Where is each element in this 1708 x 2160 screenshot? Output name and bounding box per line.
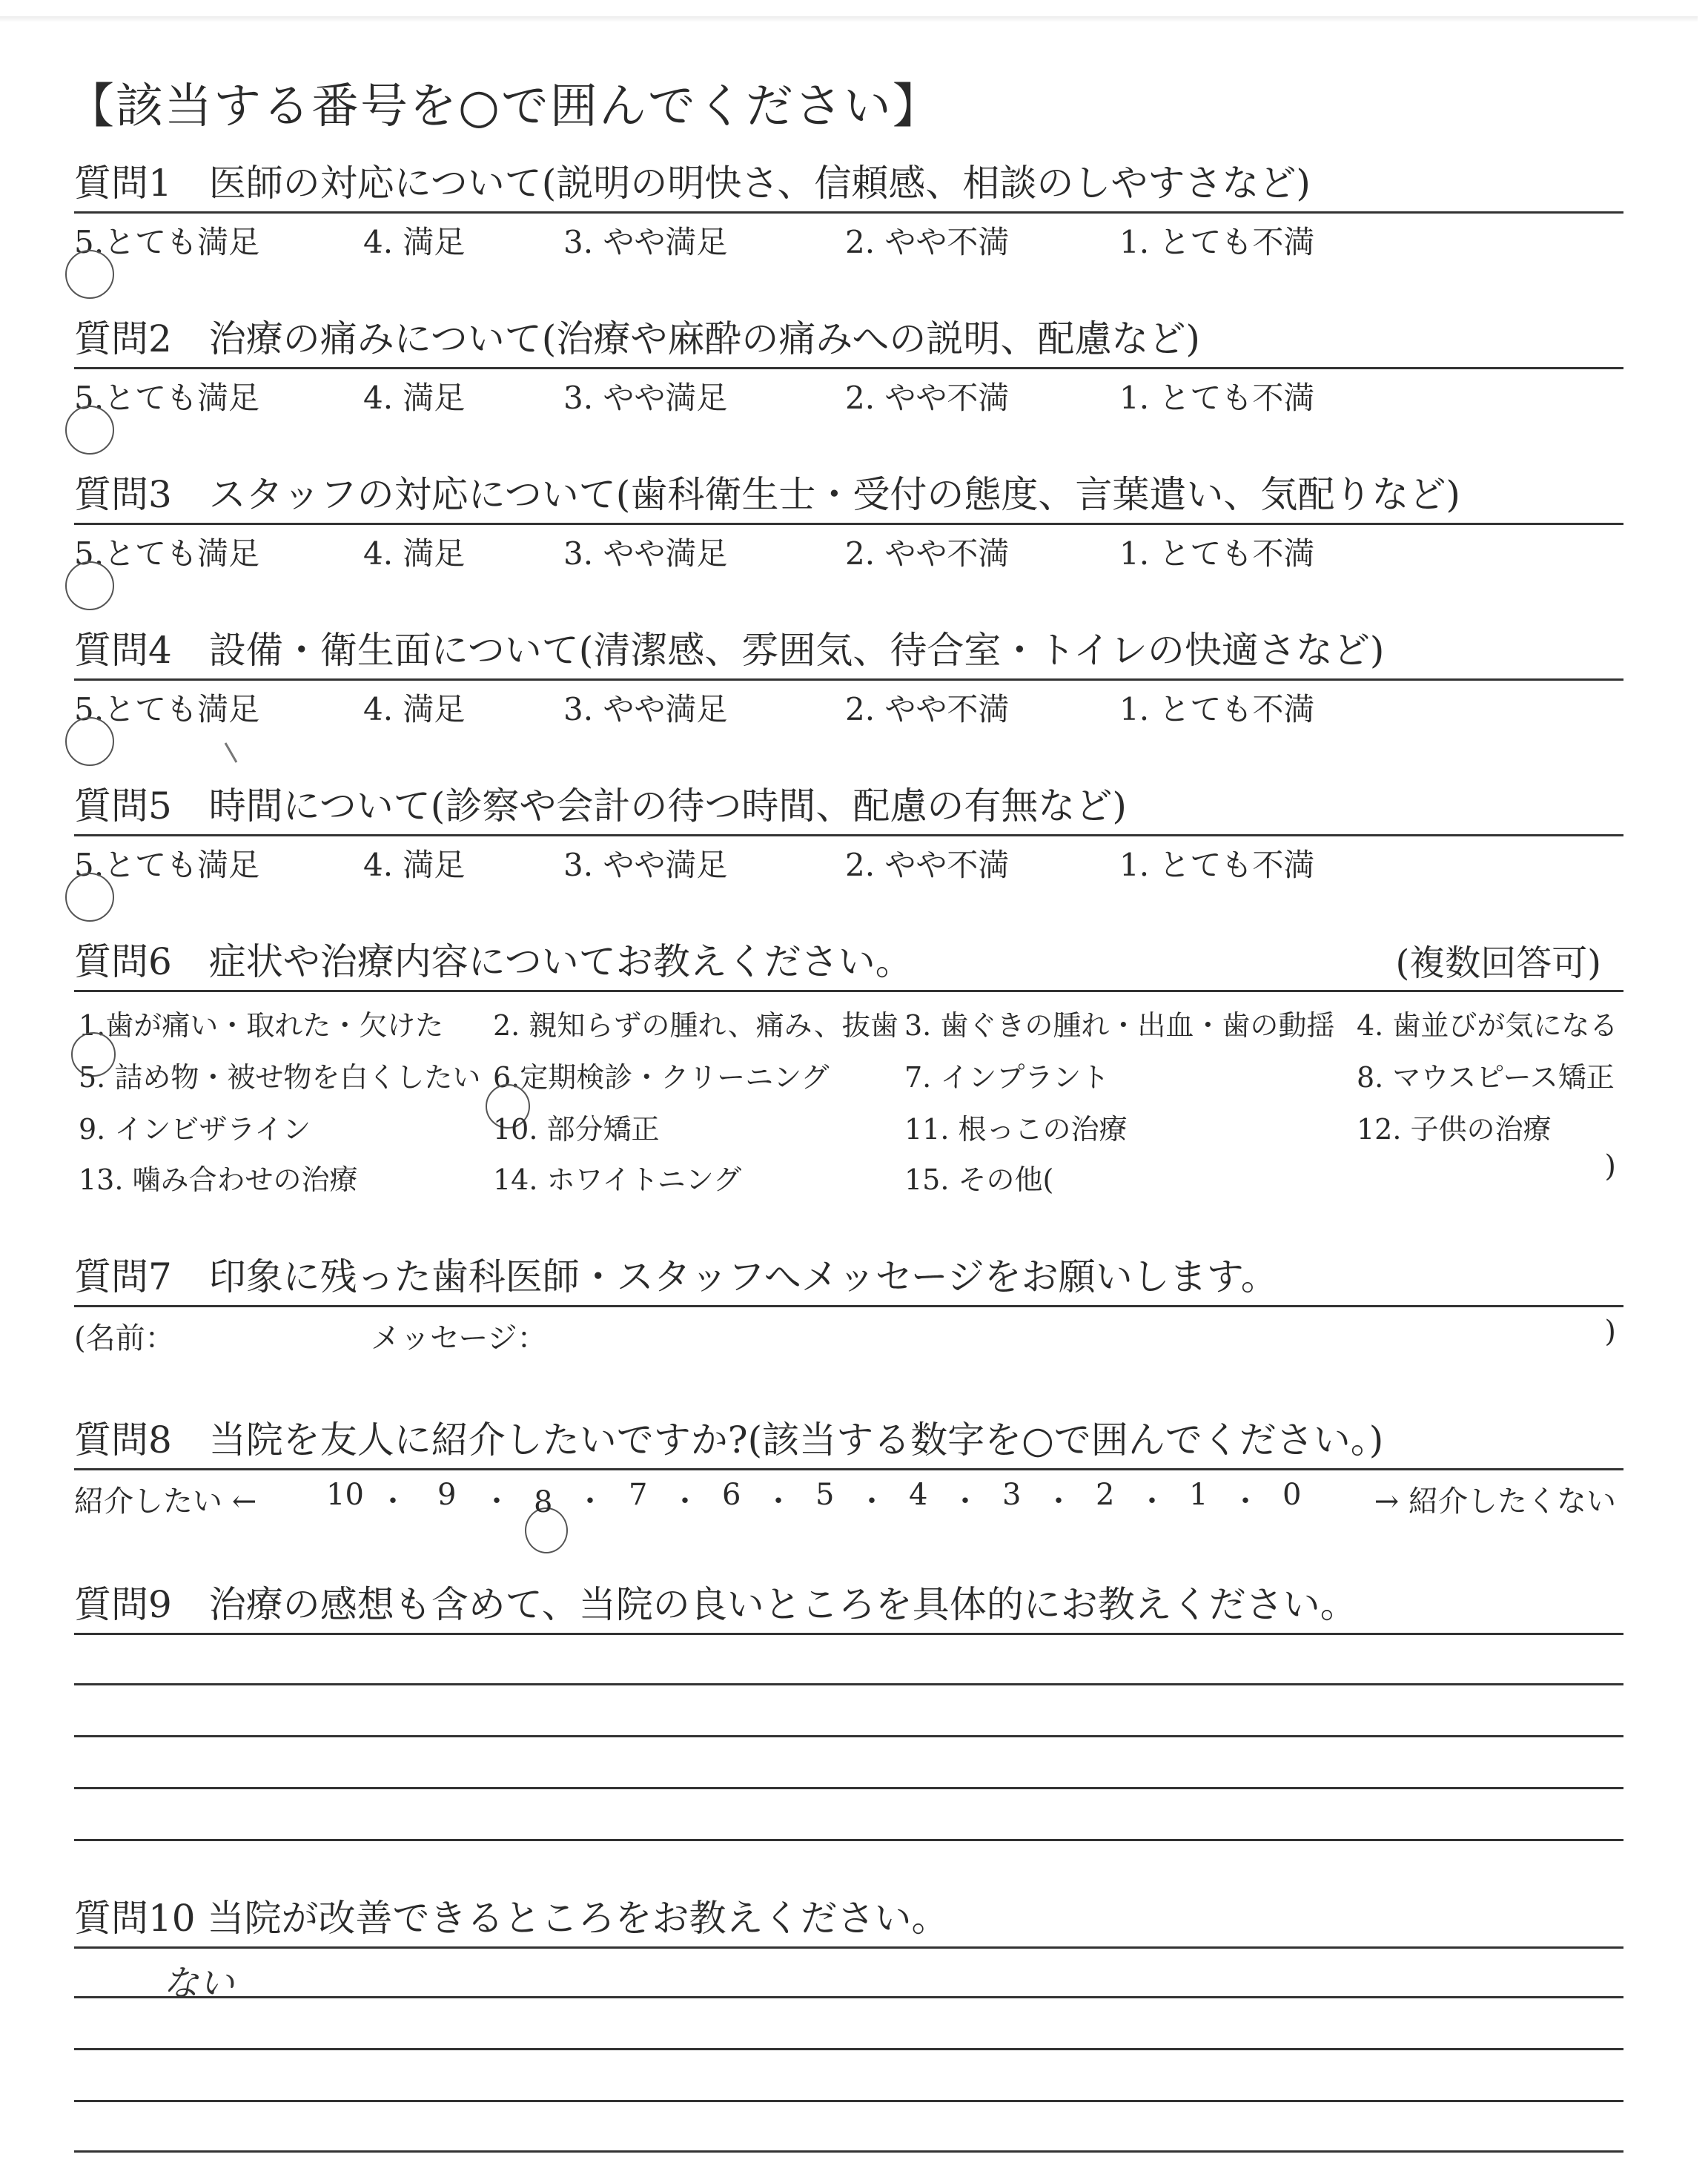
symptom-option-4[interactable]: 4. 歯並びが気になる — [1357, 1009, 1618, 1042]
symptom-option-14[interactable]: 14. ホワイトニング — [493, 1163, 742, 1196]
question-4-header — [74, 619, 1623, 681]
option-3-somewhat-satisfied[interactable]: 3. やや満足 — [563, 224, 728, 260]
question-5-header — [74, 775, 1623, 836]
question-6-header — [74, 931, 1623, 992]
scale-left-label: 紹介したい ← — [74, 1484, 257, 1519]
option-4-satisfied[interactable]: 4. 満足 — [363, 224, 466, 260]
option-1-very-dissatisfied[interactable]: 1. とても不満 — [1119, 380, 1315, 416]
symptom-option-7[interactable]: 7. インプラント — [904, 1061, 1110, 1094]
option-1-very-dissatisfied[interactable]: 1. とても不満 — [1119, 691, 1315, 727]
answer-line[interactable] — [74, 2150, 1623, 2153]
option-2-somewhat-dissatisfied[interactable]: 2. やや不満 — [845, 847, 1010, 883]
symptom-option-2[interactable]: 2. 親知らずの腫れ、痛み、抜歯 — [493, 1009, 898, 1042]
question-1 — [74, 152, 1623, 265]
selection-circle — [65, 873, 114, 922]
question-6-options — [74, 992, 1623, 1207]
other-close-paren: ) — [1604, 1149, 1616, 1183]
scale-dot: ・ — [575, 1484, 605, 1519]
question-2-label: 質問2 治療の痛みについて(治療や麻酔の痛みへの説明、配慮など) — [74, 317, 1200, 360]
option-5-very-satisfied[interactable]: 5.とても満足 — [74, 374, 259, 418]
question-9-label: 質問9 治療の感想も含めて、当院の良いところを具体的にお教えください。 — [74, 1583, 1357, 1626]
question-10-label: 質問10 当院が改善できるところをお教えください。 — [74, 1897, 949, 1940]
question-2 — [74, 308, 1623, 421]
question-9 — [74, 1573, 1623, 1635]
question-1-header — [74, 152, 1623, 214]
scan-edge — [0, 16, 1698, 22]
option-1-very-dissatisfied[interactable]: 1. とても不満 — [1119, 535, 1315, 572]
message-field-label[interactable]: メッセージ： — [371, 1321, 547, 1355]
question-3-header — [74, 463, 1623, 525]
selection-circle — [65, 406, 114, 455]
question-4 — [74, 619, 1623, 733]
symptom-option-12[interactable]: 12. 子供の治療 — [1357, 1113, 1552, 1146]
option-3-somewhat-satisfied[interactable]: 3. やや満足 — [563, 380, 728, 416]
scale-7[interactable]: 7 — [629, 1478, 648, 1512]
selection-circle — [65, 561, 114, 610]
multiple-answers-note: (複数回答可) — [1395, 942, 1601, 984]
question-2-options — [74, 369, 1623, 421]
symptom-option-5[interactable]: 5. 詰め物・被せ物を白くしたい — [79, 1061, 481, 1094]
option-3-somewhat-satisfied[interactable]: 3. やや満足 — [563, 535, 728, 572]
question-2-header — [74, 308, 1623, 369]
option-4-satisfied[interactable]: 4. 満足 — [363, 847, 466, 883]
recommend-scale: 紹介したい ← 10 ・ 9 ・ 8 ・ 7 ・ 6 ・ 5 ・ 4 ・ 3 ・ 2 ・ 1 ・ 0 → 紹介したくない — [74, 1470, 1623, 1530]
option-3-somewhat-satisfied[interactable]: 3. やや満足 — [563, 691, 728, 727]
answer-line[interactable] — [74, 2100, 1623, 2102]
question-9-header — [74, 1573, 1623, 1635]
symptom-option-15[interactable]: 15. その他( — [904, 1163, 1054, 1196]
scale-10[interactable]: 10 — [326, 1478, 364, 1512]
question-7 — [74, 1246, 1623, 1359]
option-1-very-dissatisfied[interactable]: 1. とても不満 — [1119, 224, 1315, 260]
scale-dot: ・ — [764, 1484, 793, 1519]
question-4-label: 質問4 設備・衛生面について(清潔感、雰囲気、待合室・トイレの快適さなど) — [74, 629, 1385, 672]
symptom-option-11[interactable]: 11. 根っこの治療 — [904, 1113, 1128, 1146]
scale-5[interactable]: 5 — [815, 1478, 835, 1512]
pen-stray-mark — [225, 742, 238, 762]
scale-dot: ・ — [670, 1484, 700, 1519]
scale-dot: ・ — [1044, 1484, 1073, 1519]
option-5-very-satisfied[interactable]: 5.とても満足 — [74, 685, 259, 730]
question-3 — [74, 463, 1623, 577]
question-8-label: 質問8 当院を友人に紹介したいですか?(該当する数字を○で囲んでください。) — [74, 1418, 1384, 1462]
message-close-paren: ) — [1604, 1315, 1616, 1349]
scale-3[interactable]: 3 — [1002, 1478, 1022, 1512]
question-1-options — [74, 214, 1623, 265]
question-1-label: 質問1 医師の対応について(説明の明快さ、信頼感、相談のしやすさなど) — [74, 162, 1311, 205]
answer-line[interactable] — [74, 1996, 1623, 1998]
scale-6[interactable]: 6 — [722, 1478, 741, 1512]
option-4-satisfied[interactable]: 4. 満足 — [363, 380, 466, 416]
scale-9[interactable]: 9 — [437, 1478, 457, 1512]
scale-dot: ・ — [482, 1484, 512, 1519]
scale-dot: ・ — [950, 1484, 980, 1519]
option-4-satisfied[interactable]: 4. 満足 — [363, 535, 466, 572]
question-8-header — [74, 1409, 1623, 1470]
option-2-somewhat-dissatisfied[interactable]: 2. やや不満 — [845, 224, 1010, 260]
question-3-label: 質問3 スタッフの対応について(歯科衛生士・受付の態度、言葉遣い、気配りなど) — [74, 473, 1460, 516]
option-5-very-satisfied[interactable]: 5.とても満足 — [74, 218, 259, 262]
question-5 — [74, 775, 1623, 888]
symptom-option-1[interactable]: 1.歯が痛い・取れた・欠けた — [79, 1003, 443, 1043]
scale-2[interactable]: 2 — [1096, 1478, 1115, 1512]
question-10-header — [74, 1887, 1623, 1949]
symptom-option-10[interactable]: 10. 部分矯正 — [493, 1113, 660, 1146]
scale-right-label: → 紹介したくない — [1374, 1484, 1616, 1519]
handwritten-answer: ない — [163, 1963, 235, 2004]
option-2-somewhat-dissatisfied[interactable]: 2. やや不満 — [845, 691, 1010, 727]
symptom-option-13[interactable]: 13. 噛み合わせの治療 — [79, 1163, 358, 1196]
message-fields — [74, 1307, 1623, 1359]
option-1-very-dissatisfied[interactable]: 1. とても不満 — [1119, 847, 1315, 883]
question-4-options — [74, 681, 1623, 733]
scale-0[interactable]: 0 — [1282, 1478, 1302, 1512]
question-6-label: 質問6 症状や治療内容についてお教えください。 — [74, 940, 913, 983]
question-7-header — [74, 1246, 1623, 1307]
answer-line[interactable] — [74, 1787, 1623, 1789]
question-5-label: 質問5 時間について(診察や会計の待つ時間、配慮の有無など) — [74, 785, 1127, 828]
scale-dot: ・ — [1231, 1484, 1260, 1519]
answer-line[interactable] — [74, 1839, 1623, 1841]
question-10 — [74, 1887, 1623, 1949]
selection-circle — [65, 250, 114, 299]
option-2-somewhat-dissatisfied[interactable]: 2. やや不満 — [845, 535, 1010, 572]
option-5-very-satisfied[interactable]: 5.とても満足 — [74, 841, 259, 885]
scale-4[interactable]: 4 — [909, 1478, 928, 1512]
scale-dot: ・ — [1137, 1484, 1167, 1519]
selection-circle — [65, 717, 114, 766]
symptom-option-3[interactable]: 3. 歯ぐきの腫れ・出血・歯の動揺 — [904, 1009, 1335, 1042]
symptom-option-6[interactable]: 6.定期検診・クリーニング — [493, 1054, 830, 1095]
question-6 — [74, 931, 1623, 1207]
answer-line[interactable] — [74, 1683, 1623, 1685]
page-title: 【該当する番号を○で囲んでください】 — [67, 79, 941, 134]
symptom-option-8[interactable]: 8. マウスピース矯正 — [1357, 1061, 1615, 1094]
scale-dot: ・ — [378, 1484, 408, 1519]
option-5-very-satisfied[interactable]: 5.とても満足 — [74, 529, 259, 574]
answer-line[interactable] — [74, 2048, 1623, 2050]
question-8 — [74, 1409, 1623, 1530]
name-field-label[interactable]: (名前： — [74, 1321, 175, 1355]
option-3-somewhat-satisfied[interactable]: 3. やや満足 — [563, 847, 728, 883]
question-5-options — [74, 836, 1623, 888]
option-2-somewhat-dissatisfied[interactable]: 2. やや不満 — [845, 380, 1010, 416]
symptom-option-9[interactable]: 9. インビザライン — [79, 1113, 311, 1146]
scale-dot: ・ — [857, 1484, 887, 1519]
scale-1[interactable]: 1 — [1189, 1478, 1208, 1512]
option-4-satisfied[interactable]: 4. 満足 — [363, 691, 466, 727]
question-3-options — [74, 525, 1623, 577]
answer-line[interactable] — [74, 1735, 1623, 1737]
question-7-label: 質問7 印象に残った歯科医師・スタッフへメッセージをお願いします。 — [74, 1255, 1278, 1298]
